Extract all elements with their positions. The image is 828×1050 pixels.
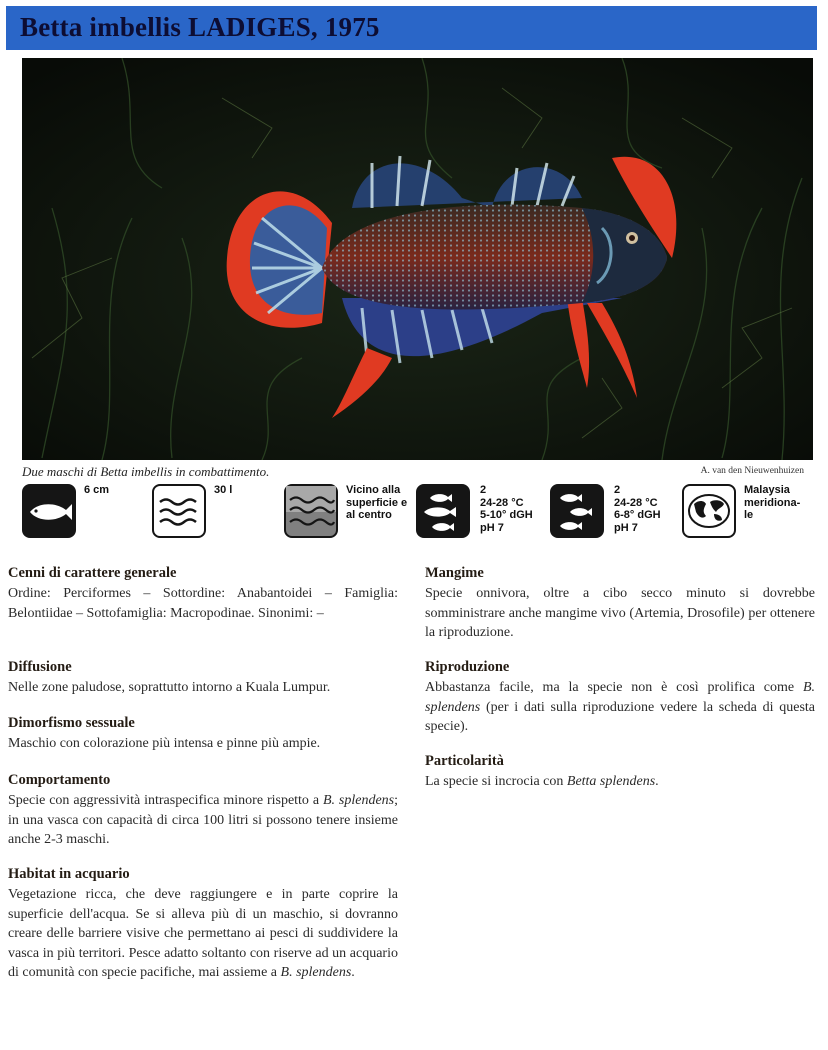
section-heading: Dimorfismo sessuale [8, 715, 135, 731]
fish-size-icon [22, 484, 76, 538]
section-heading: Comportamento [8, 772, 111, 788]
species-name: B. splendens [322, 793, 395, 808]
breeding-icon [550, 484, 604, 538]
swimming-zone-label: Vicino alla superficie e al centro [346, 484, 408, 521]
fish-group-label: 2 24-28 °C 5-10° dGH pH 7 [480, 484, 533, 534]
fish-photo [22, 58, 813, 460]
section-text [8, 791, 398, 850]
section-text [8, 885, 398, 983]
species-name: Betta splendens [566, 774, 656, 789]
section-heading: Particolarità [425, 753, 504, 769]
section-particolarita [425, 753, 815, 792]
species-name: B. splendens [425, 680, 815, 715]
section-heading: Mangime [425, 565, 484, 581]
section-diffusione [8, 659, 398, 698]
distribution-label: Malaysia meridiona- le [744, 484, 801, 521]
text-span: ; in una vasca con capacità di circa 100 litri si possono tenere insieme anche 2-3 maschi. [8, 793, 399, 847]
section-habitat [8, 866, 398, 983]
text-span: . [655, 774, 659, 789]
text-span: Specie con aggressività intraspecifica minore rispetto a [8, 793, 323, 808]
text-span: Vegetazione ricca, che deve raggiungere e in parte coprire la superficie dell'acqua. Se si alleva più di un maschio, si dovranno creare delle barriere visive che permettano ai pesci di suddividere la vasca in più territori. Pesce adatto soltanto con riserve ad un acquario di comunità con specie pacifiche, mai assieme a [8, 887, 398, 980]
photo-caption: Due maschi di Betta imbellis in combattimento. [22, 464, 270, 479]
world-map-icon [682, 484, 736, 538]
photo-credit: A. van den Nieuwenhuizen [700, 466, 804, 476]
section-heading: Riproduzione [425, 659, 510, 675]
section-text [425, 772, 815, 792]
fish-size-label: 6 cm [84, 484, 110, 496]
section-heading: Habitat in acquario [8, 866, 130, 882]
section-dimorfismo [8, 715, 398, 754]
text-span: (per i dati sulla riproduzione vedere la scheda di questa specie). [425, 699, 815, 734]
swimming-zone-icon [284, 484, 338, 538]
section-cenni [8, 565, 398, 623]
section-text [425, 678, 815, 737]
page-title: Betta imbellis LADIGES, 1975 [20, 12, 380, 42]
breeding-label: 2 24-28 °C 6-8° dGH pH 7 [614, 484, 661, 534]
fish-group-icon [416, 484, 470, 538]
water-volume-icon [152, 484, 206, 538]
section-comportamento [8, 772, 398, 850]
section-mangime [425, 565, 815, 643]
text-span: Abbastanza facile, ma la specie non è così prolifica come [425, 680, 803, 695]
species-name: B. splendens [280, 965, 352, 980]
text-span: La specie si incrocia con [425, 774, 567, 789]
water-volume-label: 30 l [214, 484, 233, 496]
section-heading: Cenni di carattere generale [8, 565, 177, 581]
section-riproduzione [425, 659, 815, 737]
section-text: Nelle zone paludose, soprattutto intorno a Kuala Lumpur. [8, 680, 331, 695]
text-span: . [351, 965, 355, 980]
section-text: Maschio con colorazione più intensa e pinne più ampie. [8, 736, 321, 751]
section-text: Specie onnivora, oltre a cibo secco minuto si dovrebbe somministrare anche mangime vivo (Artemia, Drosofile) per ottenere la riproduzione. [425, 586, 815, 640]
title-bar [6, 6, 817, 50]
section-text: Ordine: Perciformes – Sottordine: Anabantoidei – Famiglia: Belontiidae – Sottofamiglia: Macropodinae. Sinonimi: – [8, 586, 398, 621]
section-heading: Diffusione [8, 659, 72, 675]
